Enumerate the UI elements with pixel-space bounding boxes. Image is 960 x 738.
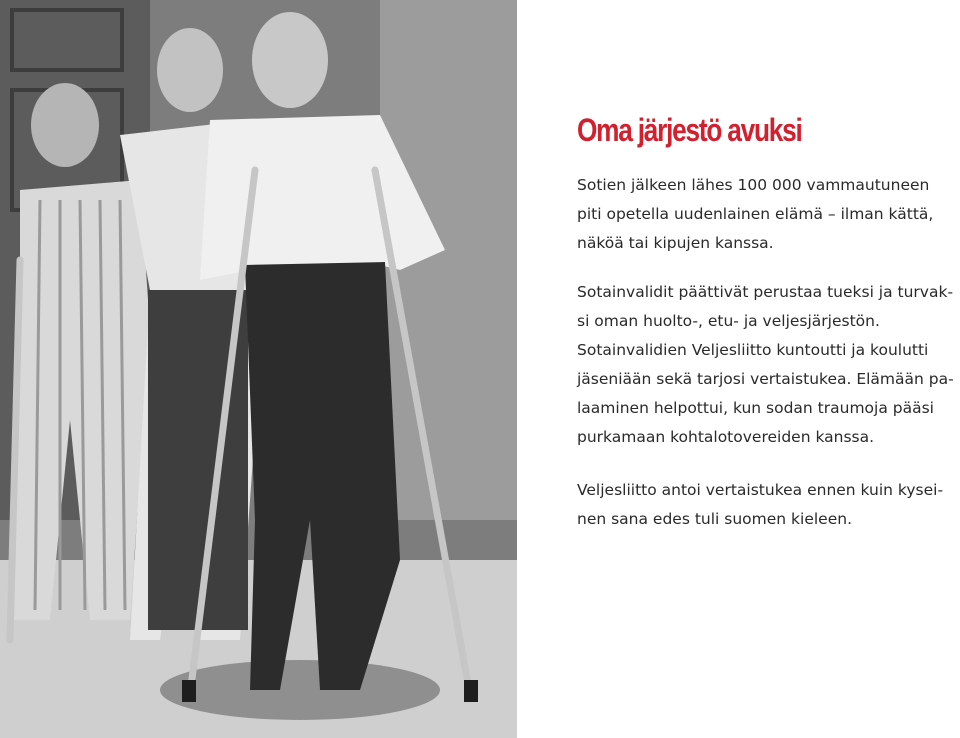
middle-man-head [157, 28, 223, 112]
left-man-head [31, 83, 99, 167]
paragraph-3 [577, 336, 952, 452]
paragraph-2 [577, 278, 952, 336]
article-text-column [577, 112, 952, 554]
paragraph-line: piti opetella uudenlainen elämä – ilman kättä, [577, 205, 934, 223]
paragraph-line: nen sana edes tuli suomen kieleen. [577, 510, 853, 528]
paragraph-line: Veljesliitto antoi vertaistukea ennen kuin kysei- [577, 481, 944, 499]
article-heading: Oma järjestö avuksi [577, 112, 802, 148]
paragraph-line: Sotien jälkeen lähes 100 000 vammautuneen [577, 176, 930, 194]
paragraph-line: Sotainvalidit päättivät perustaa tueksi ja turvak- [577, 283, 954, 301]
paragraph-line: Sotainvalidien Veljesliitto kuntoutti ja koulutti [577, 341, 929, 359]
paragraph-4 [577, 476, 952, 534]
right-man-trousers [245, 262, 400, 690]
paragraph-1 [577, 171, 952, 258]
paragraph-line: laaminen helpottui, kun sodan traumoja pääsi [577, 399, 934, 417]
photo-shadow [160, 660, 440, 720]
paragraph-line: näköä tai kipujen kanssa. [577, 234, 774, 252]
right-man-head [252, 12, 328, 108]
paragraph-line: jäseniään sekä tarjosi vertaistukea. Elämään pa- [577, 370, 954, 388]
paragraph-line: purkamaan kohtalotovereiden kanssa. [577, 428, 875, 446]
paragraph-line: si oman huolto-, etu- ja veljesjärjestön. [577, 312, 880, 330]
